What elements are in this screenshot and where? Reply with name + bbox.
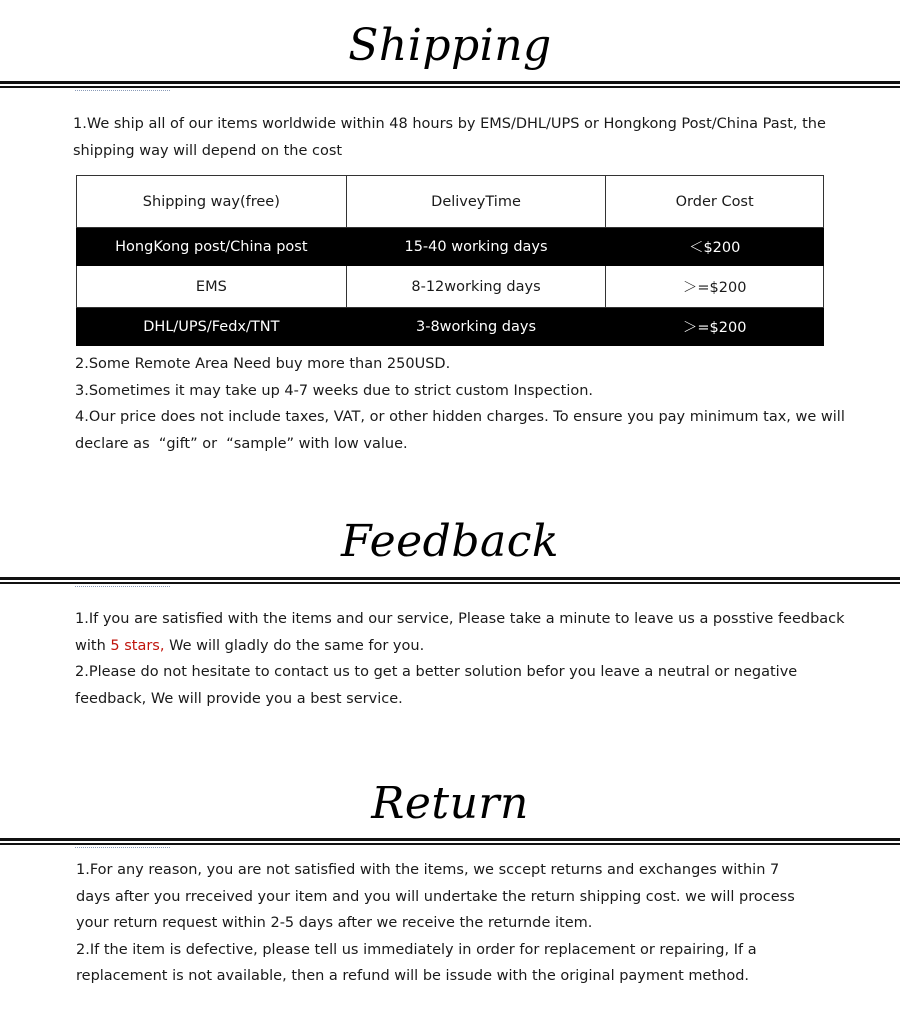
shipping-table <box>76 175 824 346</box>
shipping-note: 2.Some Remote Area Need buy more than 250USD. <box>75 356 451 372</box>
table-cell: EMS <box>77 266 347 308</box>
table-header-cell: Order Cost <box>606 176 824 228</box>
shipping-divider <box>0 81 900 89</box>
shipping-intro <box>73 111 853 164</box>
feedback-paragraph <box>75 606 845 659</box>
table-cell: DHL/UPS/Fedx/TNT <box>77 308 347 346</box>
table-cell: 3-8working days <box>346 308 606 346</box>
feedback-paragraph: 2.Please do not hesitate to contact us to get a better solution befor you leave a neutral or negative feedback, We will provide you a best service. <box>75 664 798 707</box>
shipping-intro-text: 1.We ship all of our items worldwide within 48 hours by EMS/DHL/UPS or Hongkong Post/China Past, the shipping way will depend on the cost <box>73 116 826 159</box>
table-cell: ＜$200 <box>606 228 824 266</box>
table-cell: ＞=$200 <box>606 308 824 346</box>
table-cell: HongKong post/China post <box>77 228 347 266</box>
return-paragraph: 2.If the item is defective, please tell us immediately in order for replacement or repairing, If a replacement is not available, then a refund will be issude with the original payment method. <box>76 941 757 984</box>
five-stars-highlight: 5 stars, <box>110 637 165 654</box>
shipping-heading: Shipping <box>348 20 552 71</box>
table-cell: ＞=$200 <box>606 266 824 308</box>
table-header-row <box>77 176 824 228</box>
return-paragraph: 1.For any reason, you are not satisfied with the items, we sccept returns and exchanges within 7 days after you rreceived your item and you will undertake the return shipping cost. we will process your return request within 2-5 days after we receive the returnde item. <box>76 862 795 931</box>
return-text <box>76 857 816 990</box>
table-header-cell: Shipping way(free) <box>77 176 347 228</box>
return-heading: Return <box>371 778 529 829</box>
table-row <box>77 308 824 346</box>
table-row <box>77 266 824 308</box>
table-row <box>77 228 824 266</box>
feedback-text-before: 1.If you are satisfied with the items and our service, Please take a minute to leave us a posstive feedback with <box>75 611 845 654</box>
shipping-notes <box>75 351 855 457</box>
return-divider <box>0 838 900 846</box>
feedback-text <box>75 606 845 712</box>
shipping-note: 3.Sometimes it may take up 4-7 weeks due to strict custom Inspection. <box>75 382 594 399</box>
feedback-divider <box>0 577 900 585</box>
table-cell: 15-40 working days <box>346 228 606 266</box>
table-header-cell: DeliveyTime <box>346 176 606 228</box>
shipping-note: 4.Our price does not include taxes, VAT, or other hidden charges. To ensure you pay minimum tax, we will declare as “gift” or “sample” with low value. <box>75 409 845 452</box>
feedback-heading: Feedback <box>340 516 560 567</box>
feedback-text-after: We will gladly do the same for you. <box>164 637 425 654</box>
table-cell: 8-12working days <box>346 266 606 308</box>
